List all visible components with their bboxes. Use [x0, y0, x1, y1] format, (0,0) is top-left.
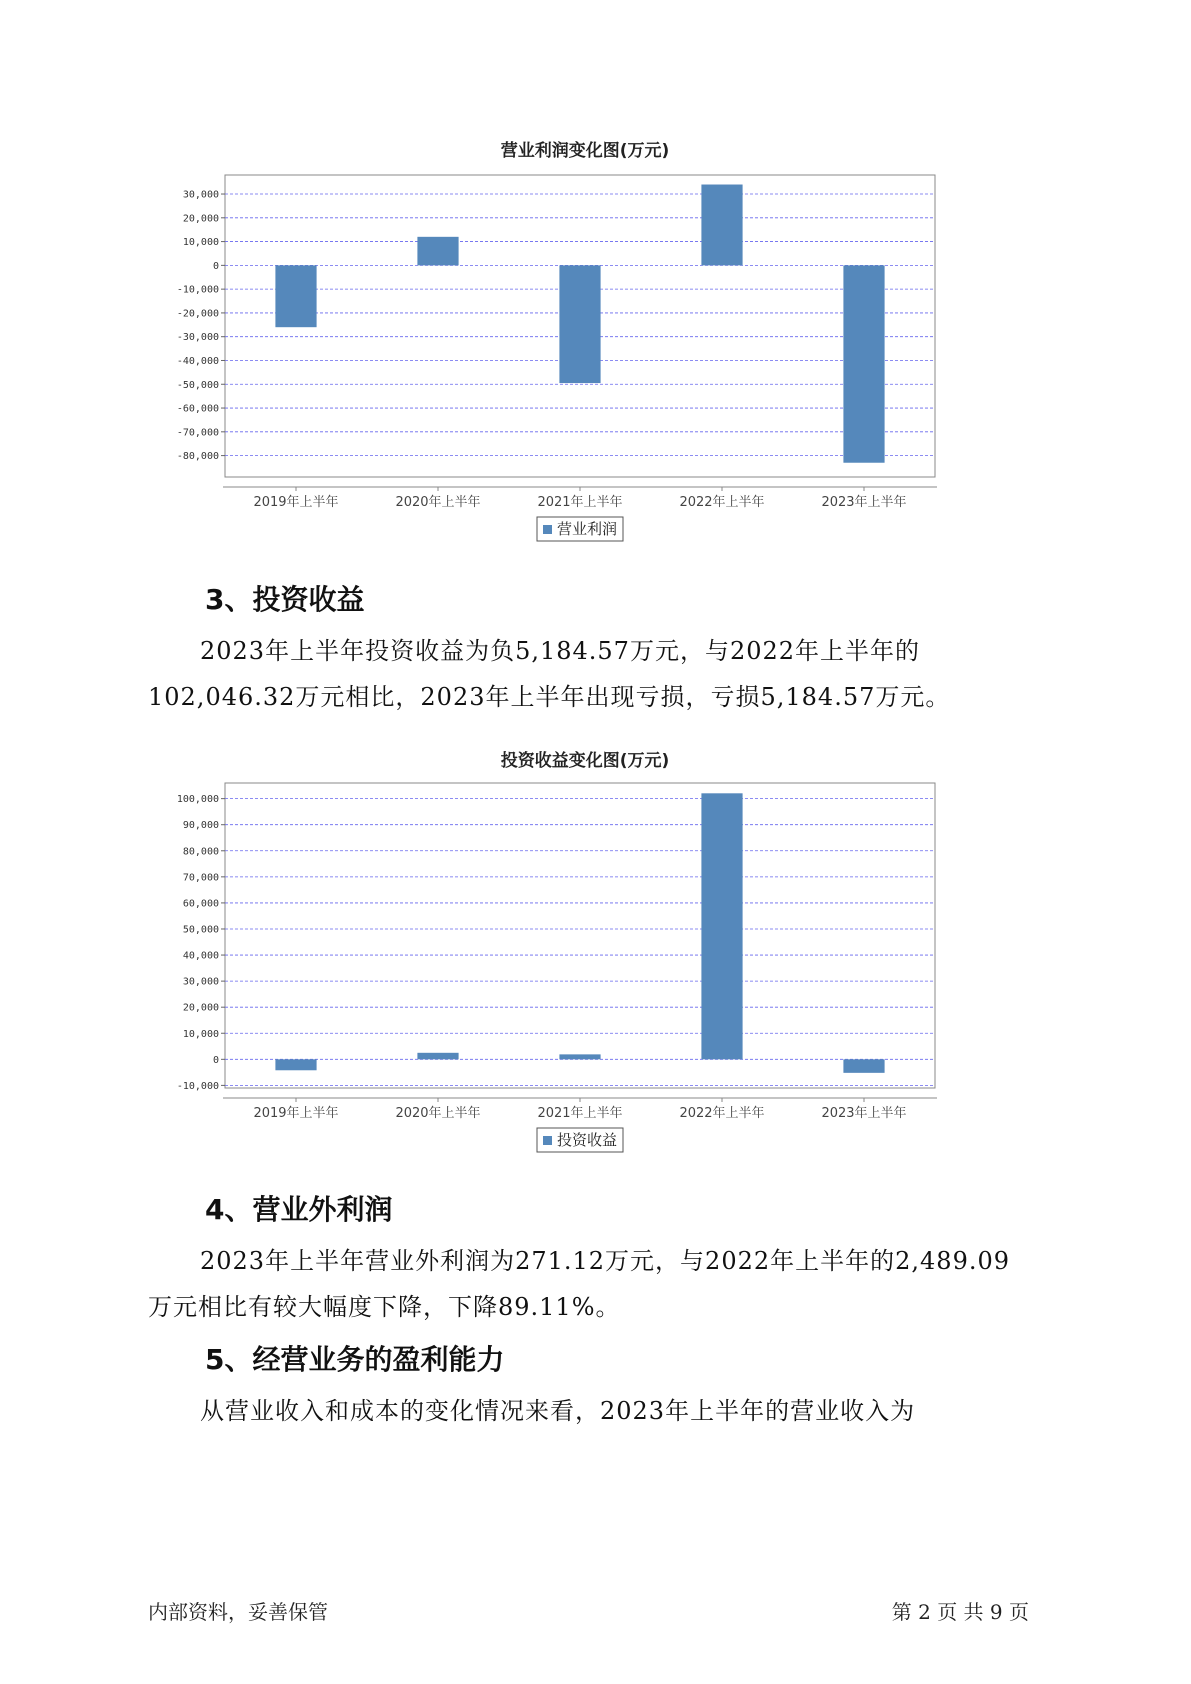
y-tick-label: 10,000 [182, 1028, 219, 1040]
section-5-paragraph [148, 1388, 1058, 1434]
operating-profit-chart-svg [150, 130, 1020, 550]
bar [701, 793, 742, 1059]
paragraph-line-2: 102,046.32万元相比，2023年上半年出现亏损，亏损5,184.57万元。 [148, 683, 951, 711]
legend-label: 投资收益 [557, 1131, 618, 1149]
operating-profit-chart [150, 130, 1020, 550]
y-tick-label: 90,000 [182, 820, 219, 832]
bar [275, 265, 316, 327]
legend-label: 营业利润 [557, 520, 618, 538]
x-tick-label: 2022年上半年 [679, 495, 765, 510]
legend-swatch [543, 1136, 552, 1145]
paragraph-line-1: 2023年上半年投资收益为负5,184.57万元，与2022年上半年的 [200, 637, 921, 665]
x-tick-label: 2021年上半年 [537, 1106, 623, 1121]
bar [559, 1054, 600, 1059]
section-3-paragraph [148, 628, 1058, 720]
chart-title: 投资收益变化图(万元) [500, 751, 670, 771]
x-tick-label: 2019年上半年 [253, 495, 339, 510]
paragraph-line-1: 从营业收入和成本的变化情况来看，2023年上半年的营业收入为 [200, 1397, 916, 1425]
y-tick-label: -60,000 [176, 403, 219, 415]
plot-area [225, 783, 935, 1088]
y-tick-label: -50,000 [176, 379, 219, 391]
bar [843, 265, 884, 462]
footer-page-number: 第 2 页 共 9 页 [891, 1600, 1029, 1624]
y-tick-label: 80,000 [182, 846, 219, 858]
investment-income-chart [150, 740, 1020, 1160]
y-tick-label: 50,000 [182, 924, 219, 936]
y-tick-label: 30,000 [182, 976, 219, 988]
y-tick-label: 10,000 [182, 237, 219, 249]
y-tick-label: -10,000 [176, 1080, 219, 1092]
y-tick-label: -20,000 [176, 308, 219, 320]
section-5-heading: 5、经营业务的盈利能力 [205, 1343, 505, 1376]
paragraph-line-2: 万元相比有较大幅度下降，下降89.11%。 [148, 1293, 621, 1321]
y-tick-label: -40,000 [176, 355, 219, 367]
legend [537, 517, 623, 541]
y-tick-label: -30,000 [176, 332, 219, 344]
bar [843, 1059, 884, 1073]
x-tick-label: 2020年上半年 [395, 1106, 481, 1121]
y-tick-label: 30,000 [182, 189, 219, 201]
y-tick-label: 0 [212, 260, 219, 272]
y-tick-label: 20,000 [182, 213, 219, 225]
x-tick-label: 2023年上半年 [821, 495, 907, 510]
footer-left: 内部资料，妥善保管 [148, 1600, 328, 1624]
y-tick-label: -10,000 [176, 284, 219, 296]
y-tick-label: 60,000 [182, 898, 219, 910]
bar [701, 185, 742, 266]
x-tick-label: 2021年上半年 [537, 495, 623, 510]
section-4-heading: 4、营业外利润 [205, 1193, 393, 1226]
chart-title: 营业利润变化图(万元) [500, 141, 670, 161]
x-tick-label: 2022年上半年 [679, 1106, 765, 1121]
y-tick-label: -70,000 [176, 427, 219, 439]
y-tick-label: 70,000 [182, 872, 219, 884]
legend-swatch [543, 525, 552, 534]
x-tick-label: 2023年上半年 [821, 1106, 907, 1121]
bar [417, 1053, 458, 1060]
bar [417, 237, 458, 266]
y-tick-label: 100,000 [176, 794, 219, 806]
y-tick-label: 20,000 [182, 1002, 219, 1014]
legend [537, 1128, 623, 1152]
y-tick-label: -80,000 [176, 451, 219, 463]
investment-income-chart-svg [150, 740, 1020, 1160]
section-3-heading: 3、投资收益 [205, 583, 365, 616]
bar [559, 265, 600, 383]
x-tick-label: 2019年上半年 [253, 1106, 339, 1121]
y-tick-label: 40,000 [182, 950, 219, 962]
y-tick-label: 0 [212, 1054, 219, 1066]
paragraph-line-1: 2023年上半年营业外利润为271.12万元，与2022年上半年的2,489.09 [200, 1247, 1011, 1275]
bar [275, 1059, 316, 1070]
x-tick-label: 2020年上半年 [395, 495, 481, 510]
section-4-paragraph [148, 1238, 1058, 1330]
